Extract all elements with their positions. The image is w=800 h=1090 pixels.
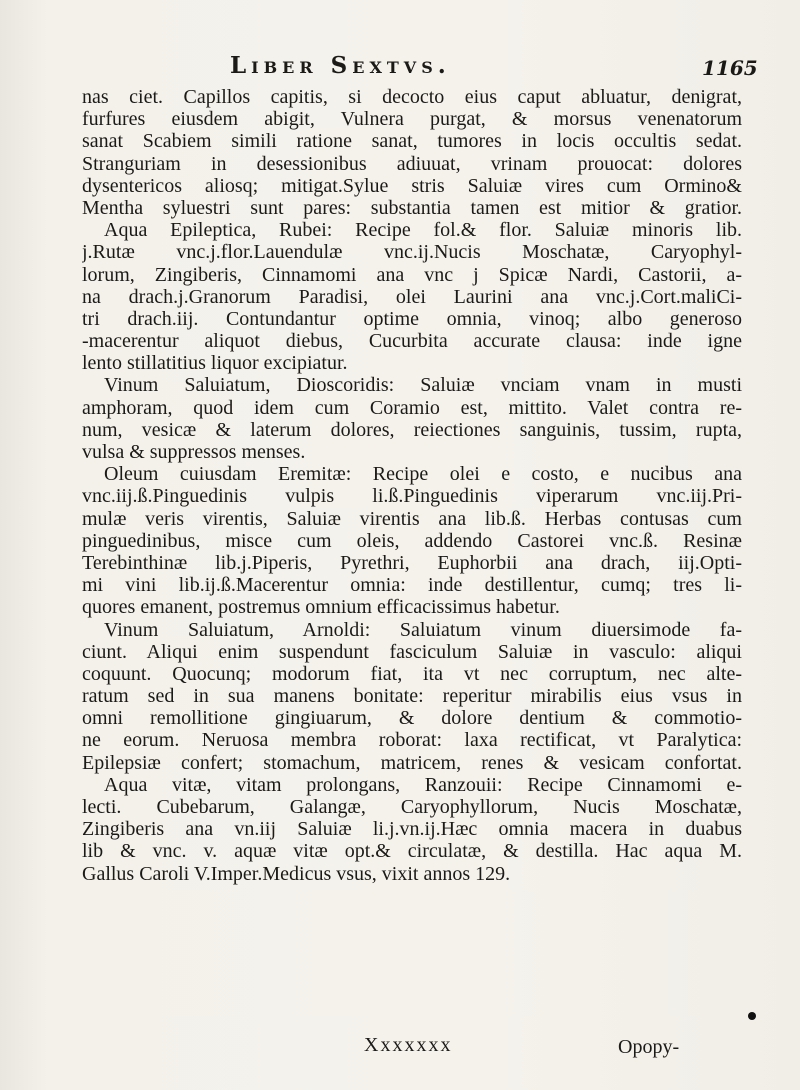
page-number: 1165 [702, 56, 758, 80]
text-line: Oleum cuiusdam Eremitæ: Recipe olei e costo, e nucibus ana [104, 463, 742, 486]
text-line: lib & vnc. v. aquæ vitæ opt.& circulatæ, & destilla. Hac aqua M. [82, 840, 742, 863]
text-line: ciunt. Aliqui enim suspendunt fasciculum Saluiæ in vasculo: aliqui [82, 640, 742, 663]
text-line: vnc.iij.ß.Pinguedinis vulpis li.ß.Pinguedinis viperarum vnc.iij.Pri- [82, 485, 742, 508]
text-line: furfures eiusdem abigit, Vulnera purgat, & morsus venenatorum [82, 108, 742, 131]
text-line: Zingiberis ana vn.iij Saluiæ li.j.vn.ij.Hæc omnia macera in duabus [82, 818, 742, 841]
text-line: Epilepsiæ confert; stomachum, matricem, renes & vesicam confortat. [82, 751, 742, 774]
page-header [0, 44, 800, 84]
text-line: ne eorum. Neruosa membra roborat: laxa rectificat, vt Paralytica: [82, 729, 742, 752]
text-line: lento stillatitius liquor excipiatur. [82, 352, 348, 375]
text-line: vulsa & suppressos menses. [82, 441, 306, 463]
text-line: omni remollitione gingiuarum, & dolore dentium & commotio- [82, 707, 742, 730]
text-line: sanat Scabiem simili ratione sanat, tumores in locis occultis sedat. [82, 130, 742, 153]
catchword: Opopy- [618, 1036, 680, 1058]
running-head: Liber Sextvs. [230, 52, 451, 79]
text-line: lorum, Zingiberis, Cinnamomi ana vnc j Spicæ Nardi, Castorii, a- [82, 263, 742, 286]
ink-blot [748, 1012, 756, 1020]
text-line: coquunt. Quocunq; modorum fiat, ita vt nec corruptum, nec alte- [82, 662, 742, 685]
text-line: pinguedinibus, misce cum oleis, addendo Castorei vnc.ß. Resinæ [82, 529, 742, 552]
text-line: Stranguriam in desessionibus adiuuat, vrinam prouocat: dolores [82, 152, 742, 175]
text-line: Vinum Saluiatum, Dioscoridis: Saluiæ vnciam vnam in musti [104, 374, 742, 397]
text-line: Vinum Saluiatum, Arnoldi: Saluiatum vinum diuersimode fa- [104, 618, 742, 641]
text-line: num, vesicæ & laterum dolores, reiectiones sanguinis, tussim, rupta, [82, 418, 742, 441]
text-line: ratum sed in sua manens bonitate: reperitur mirabilis eius vsus in [82, 685, 742, 708]
text-line: amphoram, quod idem cum Coramio est, mittito. Valet contra re- [82, 396, 742, 419]
text-line: na drach.j.Granorum Paradisi, olei Laurini ana vnc.j.Cort.maliCi- [82, 285, 742, 308]
text-line: j.Rutæ vnc.j.flor.Lauendulæ vnc.ij.Nucis Moschatæ, Caryophyl- [82, 241, 742, 264]
text-line: Terebinthinæ lib.j.Piperis, Pyrethri, Euphorbii ana drach, iij.Opti- [82, 551, 742, 574]
text-line: Aqua vitæ, vitam prolongans, Ranzouii: Recipe Cinnamomi e- [104, 773, 742, 796]
text-line: Mentha syluestri sunt pares: substantia tamen est mitior & gratior. [82, 196, 742, 219]
text-line: lecti. Cubebarum, Galangæ, Caryophyllorum, Nucis Moschatæ, [82, 796, 742, 818]
text-line: -macerentur aliquot diebus, Cucurbita accurate clausa: inde igne [82, 330, 742, 353]
text-line: mi vini lib.ij.ß.Macerentur omnia: inde destillentur, cumq; tres li- [82, 574, 742, 597]
body-text [82, 86, 742, 885]
text-line: dysentericos aliosq; mitigat.Sylue stris Saluiæ vires cum Ormino& [82, 174, 742, 197]
text-line: tri drach.iij. Contundantur optime omnia, vinoq; albo generoso [82, 307, 742, 330]
text-line: Aqua Epileptica, Rubei: Recipe fol.& flor. Saluiæ minoris lib. [104, 219, 742, 242]
text-line: mulæ veris virentis, Saluiæ virentis ana lib.ß. Herbas contusas cum [82, 507, 742, 530]
text-line: Gallus Caroli V.Imper.Medicus vsus, vixit annos 129. [82, 862, 511, 885]
signature-mark: Xxxxxxx [364, 1034, 453, 1056]
text-line: nas ciet. Capillos capitis, si decocto eius caput abluatur, denigrat, [82, 86, 742, 108]
text-line: quores emanent, postremus omnium efficacissimus habetur. [82, 596, 560, 619]
